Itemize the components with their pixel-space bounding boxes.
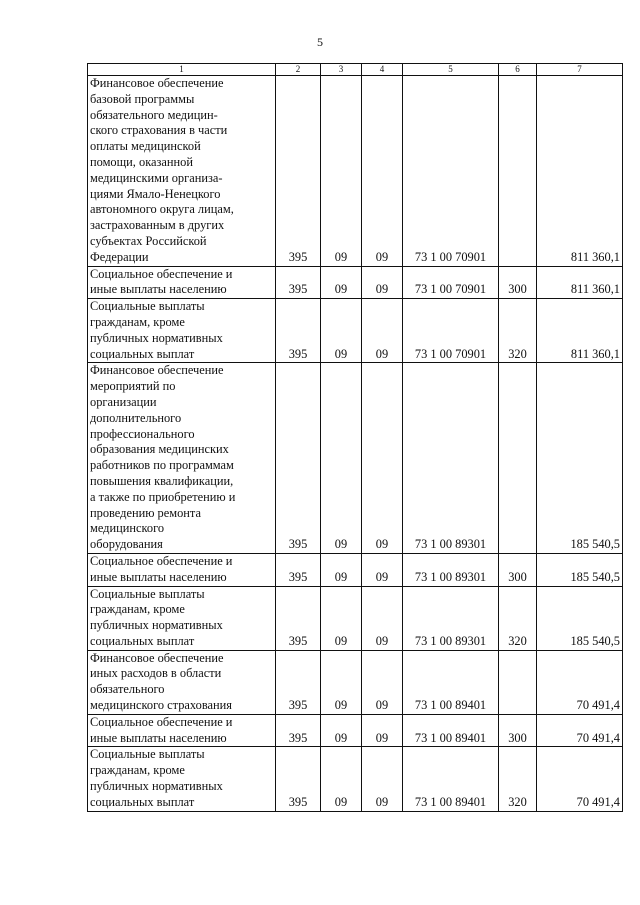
section-code: 09	[321, 299, 362, 363]
section-code: 09	[321, 747, 362, 811]
target-article-code: 73 1 00 89401	[403, 714, 499, 747]
column-number: 7	[537, 64, 623, 76]
target-article-code: 73 1 00 89301	[403, 553, 499, 586]
expense-name-line: мероприятий по	[90, 379, 176, 394]
section-code: 09	[321, 650, 362, 714]
admin-code: 395	[276, 747, 321, 811]
expense-name	[88, 266, 276, 299]
expense-name-line: медицинского страхования	[90, 698, 232, 713]
column-number: 3	[321, 64, 362, 76]
expense-type-code: 300	[499, 714, 537, 747]
amount: 185 540,5	[537, 553, 623, 586]
table-row	[88, 650, 623, 714]
expense-name-line: медицинского	[90, 521, 165, 536]
expense-name-line: иные выплаты населению	[90, 282, 227, 297]
expense-name-line: образования медицинских	[90, 442, 229, 457]
section-code: 09	[321, 266, 362, 299]
subsection-code: 09	[362, 76, 403, 267]
amount: 185 540,5	[537, 363, 623, 554]
expense-name	[88, 586, 276, 650]
expense-name-line: автономного округа лицам,	[90, 202, 234, 217]
amount: 185 540,5	[537, 586, 623, 650]
section-code: 09	[321, 76, 362, 267]
expense-name-line: субъектах Российской	[90, 233, 207, 248]
expense-name-line: гражданам, кроме	[90, 314, 185, 329]
target-article-code: 73 1 00 89301	[403, 586, 499, 650]
expense-name-line: публичных нормативных	[90, 779, 223, 794]
admin-code: 395	[276, 266, 321, 299]
table-row	[88, 553, 623, 586]
target-article-code: 73 1 00 89301	[403, 363, 499, 554]
target-article-code: 73 1 00 70901	[403, 76, 499, 267]
expense-name-line: иные выплаты населению	[90, 569, 227, 584]
amount: 811 360,1	[537, 266, 623, 299]
section-code: 09	[321, 586, 362, 650]
column-number: 4	[362, 64, 403, 76]
expense-name-line: дополнительного	[90, 410, 182, 425]
expense-name-line: Финансовое обеспечение	[90, 76, 224, 90]
expense-type-code	[499, 650, 537, 714]
expense-name-line: проведению ремонта	[90, 505, 201, 520]
expense-name-line: социальных выплат	[90, 346, 195, 361]
table-row	[88, 299, 623, 363]
table-body	[88, 76, 623, 812]
expense-name-line: застрахованным в других	[90, 218, 225, 233]
table-row	[88, 363, 623, 554]
admin-code: 395	[276, 714, 321, 747]
expense-name	[88, 363, 276, 554]
expense-name-line: Федерации	[90, 249, 149, 264]
expense-name	[88, 714, 276, 747]
expense-name-line: иные выплаты населению	[90, 730, 227, 745]
subsection-code: 09	[362, 650, 403, 714]
amount: 70 491,4	[537, 650, 623, 714]
table-row	[88, 586, 623, 650]
section-code: 09	[321, 714, 362, 747]
page-number: 5	[317, 35, 323, 49]
expense-type-code	[499, 363, 537, 554]
expense-name	[88, 76, 276, 267]
table-row	[88, 266, 623, 299]
expense-name-line: Социальное обеспечение и	[90, 714, 233, 729]
target-article-code: 73 1 00 89401	[403, 747, 499, 811]
subsection-code: 09	[362, 586, 403, 650]
section-code: 09	[321, 553, 362, 586]
expense-name-line: публичных нормативных	[90, 618, 223, 633]
expense-name	[88, 747, 276, 811]
expense-name-line: социальных выплат	[90, 633, 195, 648]
expense-name-line: обязательного	[90, 682, 165, 697]
expense-name	[88, 299, 276, 363]
expense-name-line: Социальные выплаты	[90, 299, 205, 314]
admin-code: 395	[276, 586, 321, 650]
expense-name-line: ского страхования в части	[90, 123, 228, 138]
column-number-row	[88, 64, 623, 76]
expense-name-line: Финансовое обеспечение	[90, 363, 224, 378]
admin-code: 395	[276, 363, 321, 554]
column-number: 6	[499, 64, 537, 76]
expense-name-line: а также по приобретению и	[90, 489, 236, 504]
column-number: 5	[403, 64, 499, 76]
subsection-code: 09	[362, 553, 403, 586]
expense-name-line: базовой программы	[90, 91, 195, 106]
expense-name-line: Социальные выплаты	[90, 747, 205, 762]
subsection-code: 09	[362, 747, 403, 811]
subsection-code: 09	[362, 299, 403, 363]
expense-name-line: гражданам, кроме	[90, 763, 185, 778]
expense-name-line: обязательного медицин-	[90, 107, 218, 122]
table-header	[88, 64, 623, 76]
target-article-code: 73 1 00 70901	[403, 299, 499, 363]
expense-name-line: социальных выплат	[90, 794, 195, 809]
expense-name-line: организации	[90, 394, 157, 409]
expense-type-code: 320	[499, 747, 537, 811]
admin-code: 395	[276, 650, 321, 714]
target-article-code: 73 1 00 70901	[403, 266, 499, 299]
table-row	[88, 714, 623, 747]
expense-name-line: оборудования	[90, 537, 163, 552]
subsection-code: 09	[362, 363, 403, 554]
expense-name-line: работников по программам	[90, 458, 234, 473]
expense-name-line: медицинскими организа-	[90, 170, 223, 185]
expense-name-line: гражданам, кроме	[90, 602, 185, 617]
expense-name-line: Социальные выплаты	[90, 586, 205, 601]
admin-code: 395	[276, 553, 321, 586]
amount: 811 360,1	[537, 76, 623, 267]
column-number: 1	[88, 64, 276, 76]
expense-type-code: 300	[499, 553, 537, 586]
expense-name-line: Социальное обеспечение и	[90, 553, 233, 568]
expense-type-code: 320	[499, 299, 537, 363]
section-code: 09	[321, 363, 362, 554]
expense-type-code: 300	[499, 266, 537, 299]
expense-name-line: циями Ямало-Ненецкого	[90, 186, 221, 201]
expense-name-line: профессионального	[90, 426, 195, 441]
table-row	[88, 76, 623, 267]
column-number: 2	[276, 64, 321, 76]
expense-name	[88, 553, 276, 586]
admin-code: 395	[276, 299, 321, 363]
amount: 70 491,4	[537, 747, 623, 811]
expense-name-line: Финансовое обеспечение	[90, 650, 224, 665]
expense-name-line: оплаты медицинской	[90, 139, 201, 154]
expense-name-line: Социальное обеспечение и	[90, 266, 233, 281]
expense-type-code: 320	[499, 586, 537, 650]
budget-table	[87, 63, 623, 812]
target-article-code: 73 1 00 89401	[403, 650, 499, 714]
expense-type-code	[499, 76, 537, 267]
admin-code: 395	[276, 76, 321, 267]
expense-name-line: публичных нормативных	[90, 330, 223, 345]
table-row	[88, 747, 623, 811]
amount: 811 360,1	[537, 299, 623, 363]
amount: 70 491,4	[537, 714, 623, 747]
expense-name-line: повышения квалификации,	[90, 473, 234, 488]
expense-name	[88, 650, 276, 714]
subsection-code: 09	[362, 266, 403, 299]
expense-name-line: помощи, оказанной	[90, 154, 194, 169]
subsection-code: 09	[362, 714, 403, 747]
expense-name-line: иных расходов в области	[90, 666, 222, 681]
